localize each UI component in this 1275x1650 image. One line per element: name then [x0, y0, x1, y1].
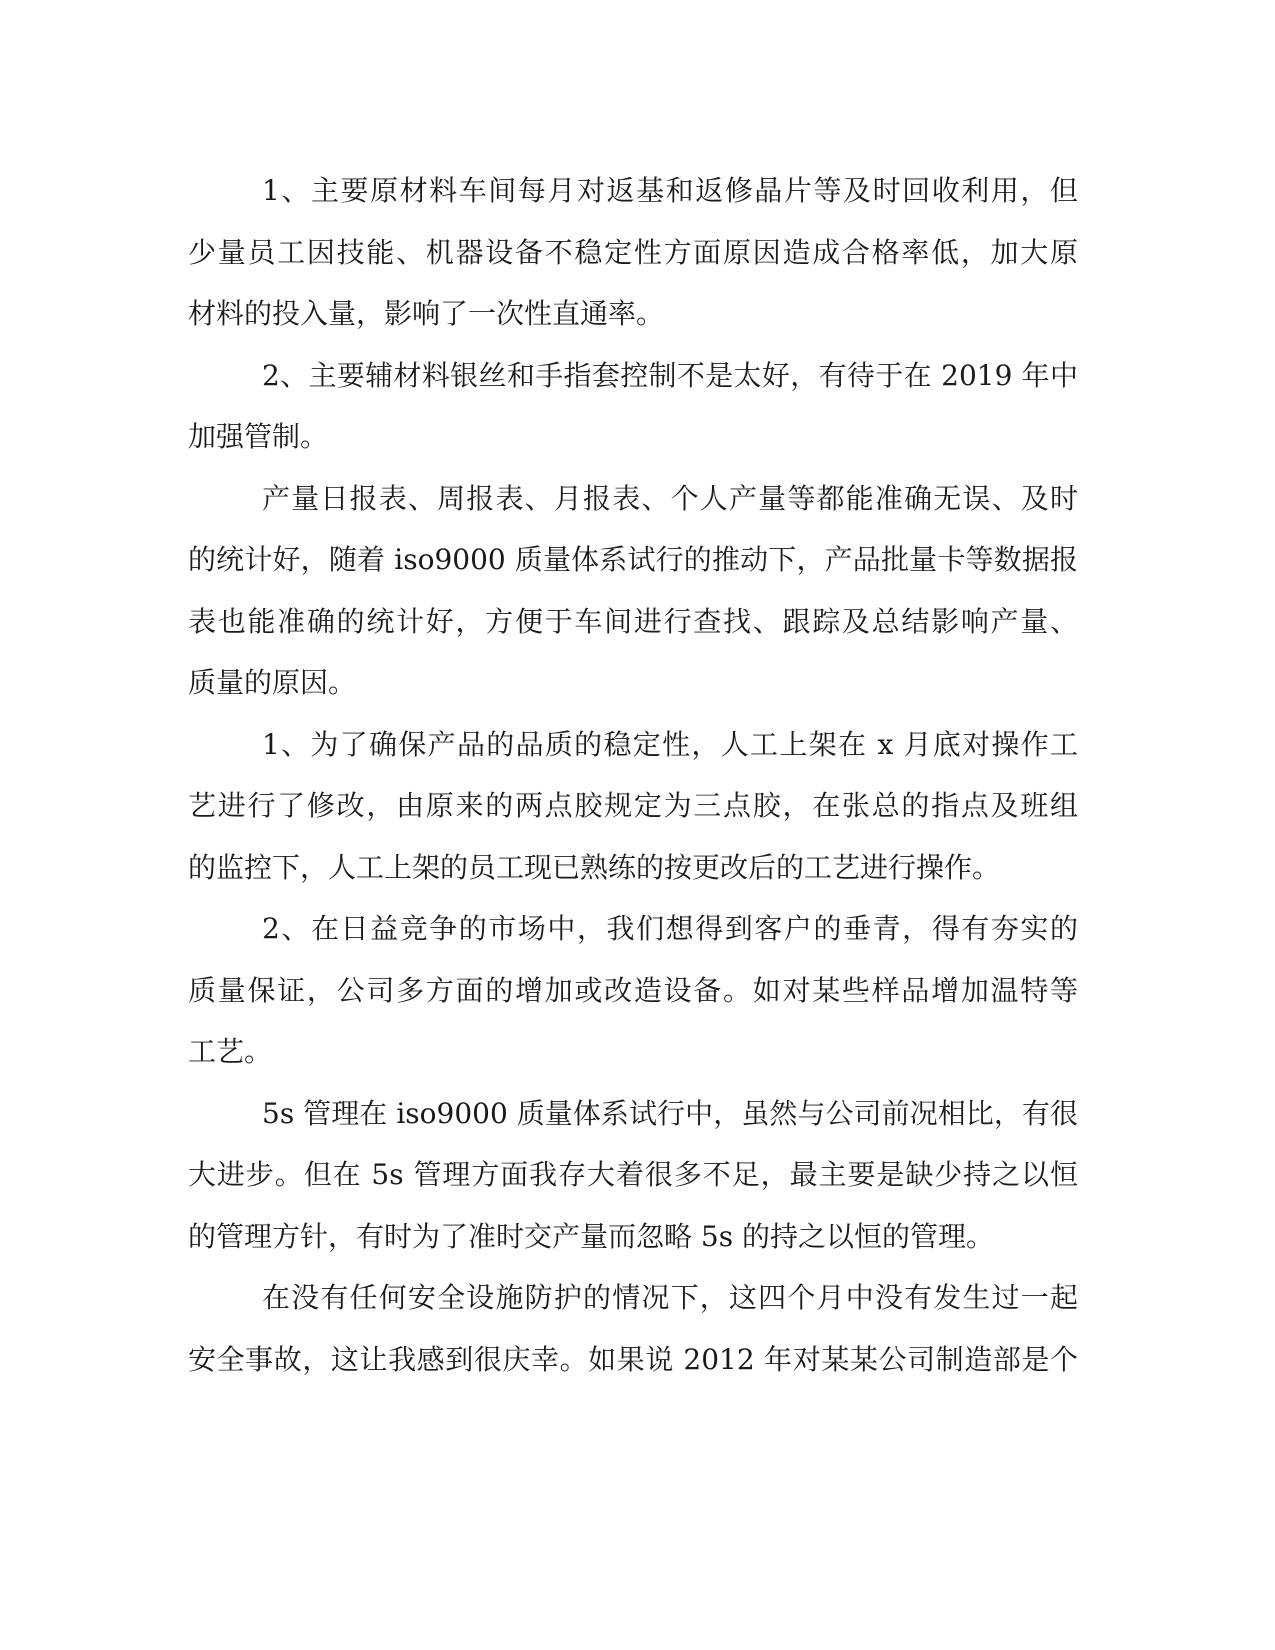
paragraph-equipment: [188, 898, 1078, 1083]
text-line: 5s 管理在 iso9000 质量体系试行中，虽然与公司前况相比，有很: [262, 1096, 1078, 1130]
text-line: 的统计好，随着 iso9000 质量体系试行的推动下，产品批量卡等数据报: [188, 543, 1078, 576]
text-line: 质量的原因。: [188, 666, 357, 699]
text-line: 加强管制。: [188, 420, 329, 453]
text-line: 少量员工因技能、机器设备不稳定性方面原因造成合格率低，加大原: [188, 235, 1078, 269]
text-line: 产量日报表、周报表、月报表、个人产量等都能准确无误、及时: [262, 481, 1078, 515]
document-body: [188, 160, 1078, 1390]
text-line: 工艺。: [188, 1035, 273, 1068]
text-line: 1、主要原材料车间每月对返基和返修晶片等及时回收利用，但: [262, 174, 1078, 207]
text-line: 2、主要辅材料银丝和手指套控制不是太好，有待于在 2019 年中: [262, 358, 1078, 392]
text-line: 的管理方针，有时为了准时交产量而忽略 5s 的持之以恒的管理。: [188, 1219, 994, 1253]
text-line: 安全事故，这让我感到很庆幸。如果说 2012 年对某某公司制造部是个: [188, 1342, 1078, 1376]
text-line: 大进步。但在 5s 管理方面我存大着很多不足，最主要是缺少持之以恒: [188, 1158, 1078, 1191]
text-line: 2、在日益竞争的市场中，我们想得到客户的垂青，得有夯实的: [262, 912, 1078, 945]
text-line: 艺进行了修改，由原来的两点胶规定为三点胶，在张总的指点及班组: [188, 789, 1078, 822]
text-line: 质量保证，公司多方面的增加或改造设备。如对某些样品增加温特等: [188, 973, 1078, 1007]
text-line: 的监控下，人工上架的员工现已熟练的按更改后的工艺进行操作。: [188, 850, 1001, 884]
paragraph-process-change: [188, 714, 1078, 899]
text-line: 表也能准确的统计好，方便于车间进行查找、跟踪及总结影响产量、: [188, 604, 1078, 638]
text-line: 材料的投入量，影响了一次性直通率。: [188, 297, 665, 330]
paragraph-5s-management: [188, 1083, 1078, 1268]
text-line: 在没有任何安全设施防护的情况下，这四个月中没有发生过一起: [262, 1281, 1078, 1314]
paragraph-statistics: [188, 468, 1078, 714]
paragraph-auxiliary-material: [188, 345, 1078, 468]
paragraph-safety: [188, 1267, 1078, 1390]
paragraph-raw-material: [188, 160, 1078, 345]
text-line: 1、为了确保产品的品质的稳定性，人工上架在 x 月底对操作工: [262, 727, 1078, 761]
